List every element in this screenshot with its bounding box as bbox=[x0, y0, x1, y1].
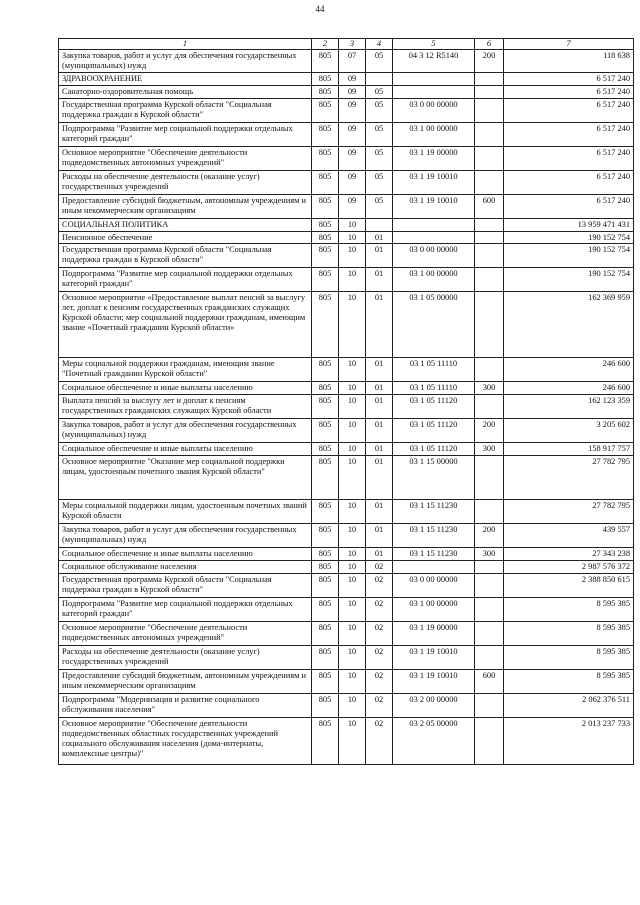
row-sum-cell: 6 517 240 bbox=[504, 85, 634, 98]
row-name-cell: Меры социальной поддержки лицам, удостоенным почетных званий Курской области bbox=[59, 500, 312, 524]
row-pr-cell: 02 bbox=[366, 574, 393, 598]
row-csr-cell bbox=[393, 561, 475, 574]
row-sum-cell: 6 517 240 bbox=[504, 122, 634, 146]
row-sum-cell: 8 595 385 bbox=[504, 622, 634, 646]
row-name-cell: Социальное обеспечение и иные выплаты населению bbox=[59, 443, 312, 456]
row-sum-cell: 3 205 602 bbox=[504, 419, 634, 443]
row-csr-cell: 03 1 00 00000 bbox=[393, 598, 475, 622]
row-sum-cell: 118 638 bbox=[504, 50, 634, 73]
row-vr-cell bbox=[475, 122, 504, 146]
table-row bbox=[59, 443, 634, 456]
row-pr-cell: 05 bbox=[366, 170, 393, 194]
row-vr-cell bbox=[475, 574, 504, 598]
row-sum-cell: 27 343 238 bbox=[504, 548, 634, 561]
row-vr-cell bbox=[475, 456, 504, 500]
row-name-cell: Закупка товаров, работ и услуг для обеспечения государственных (муниципальных) нужд bbox=[59, 524, 312, 548]
row-vr-cell bbox=[475, 244, 504, 268]
row-name-cell: СОЦИАЛЬНАЯ ПОЛИТИКА bbox=[59, 218, 312, 231]
row-vr-cell: 200 bbox=[475, 419, 504, 443]
row-pr-cell: 02 bbox=[366, 718, 393, 765]
row-sum-cell: 162 123 359 bbox=[504, 395, 634, 419]
row-name-cell: Выплата пенсий за выслугу лет и доплат к пенсиям государственных гражданских служащих Курской области bbox=[59, 395, 312, 419]
table-row bbox=[59, 146, 634, 170]
row-gr-cell: 805 bbox=[312, 598, 339, 622]
row-csr-cell bbox=[393, 218, 475, 231]
row-vr-cell bbox=[475, 98, 504, 122]
row-rz-cell: 10 bbox=[339, 382, 366, 395]
row-name-cell: Пенсионное обеспечение bbox=[59, 231, 312, 244]
row-rz-cell: 10 bbox=[339, 443, 366, 456]
row-csr-cell bbox=[393, 231, 475, 244]
row-gr-cell: 805 bbox=[312, 670, 339, 694]
row-csr-cell: 03 1 19 00000 bbox=[393, 146, 475, 170]
row-gr-cell: 805 bbox=[312, 231, 339, 244]
row-gr-cell: 805 bbox=[312, 443, 339, 456]
row-sum-cell: 13 959 471 431 bbox=[504, 218, 634, 231]
row-gr-cell: 805 bbox=[312, 218, 339, 231]
row-sum-cell: 8 595 385 bbox=[504, 598, 634, 622]
row-csr-cell: 03 2 00 00000 bbox=[393, 694, 475, 718]
row-csr-cell bbox=[393, 72, 475, 85]
row-rz-cell: 10 bbox=[339, 419, 366, 443]
row-pr-cell: 01 bbox=[366, 500, 393, 524]
table-row bbox=[59, 231, 634, 244]
row-rz-cell: 10 bbox=[339, 646, 366, 670]
row-rz-cell: 09 bbox=[339, 194, 366, 218]
row-csr-cell: 03 0 00 00000 bbox=[393, 98, 475, 122]
row-vr-cell bbox=[475, 231, 504, 244]
row-sum-cell: 6 517 240 bbox=[504, 98, 634, 122]
col-header-pr: 4 bbox=[366, 39, 393, 50]
row-csr-cell: 03 0 00 00000 bbox=[393, 574, 475, 598]
row-rz-cell: 10 bbox=[339, 244, 366, 268]
col-header-sum: 7 bbox=[504, 39, 634, 50]
table-row bbox=[59, 598, 634, 622]
row-sum-cell: 6 517 240 bbox=[504, 72, 634, 85]
row-rz-cell: 10 bbox=[339, 598, 366, 622]
row-gr-cell: 805 bbox=[312, 72, 339, 85]
row-rz-cell: 10 bbox=[339, 500, 366, 524]
row-rz-cell: 10 bbox=[339, 622, 366, 646]
table-row bbox=[59, 718, 634, 765]
table-row bbox=[59, 292, 634, 358]
row-pr-cell: 01 bbox=[366, 443, 393, 456]
table-row bbox=[59, 382, 634, 395]
row-vr-cell bbox=[475, 561, 504, 574]
row-pr-cell: 01 bbox=[366, 268, 393, 292]
row-gr-cell: 805 bbox=[312, 419, 339, 443]
row-sum-cell: 2 013 237 733 bbox=[504, 718, 634, 765]
row-csr-cell: 03 1 19 10010 bbox=[393, 670, 475, 694]
row-gr-cell: 805 bbox=[312, 456, 339, 500]
col-header-vr: 6 bbox=[475, 39, 504, 50]
table-row bbox=[59, 85, 634, 98]
row-gr-cell: 805 bbox=[312, 85, 339, 98]
table-row bbox=[59, 98, 634, 122]
row-name-cell: ЗДРАВООХРАНЕНИЕ bbox=[59, 72, 312, 85]
row-name-cell: Государственная программа Курской области "Социальная поддержка граждан в Курской области" bbox=[59, 574, 312, 598]
row-name-cell: Закупка товаров, работ и услуг для обеспечения государственных (муниципальных) нужд bbox=[59, 419, 312, 443]
row-vr-cell bbox=[475, 268, 504, 292]
row-name-cell: Расходы на обеспечение деятельности (оказание услуг) государственных учреждений bbox=[59, 170, 312, 194]
row-csr-cell: 03 1 00 00000 bbox=[393, 122, 475, 146]
row-name-cell: Меры социальной поддержки гражданам, имеющим звание "Почетный гражданин Курской области" bbox=[59, 358, 312, 382]
row-gr-cell: 805 bbox=[312, 50, 339, 73]
row-pr-cell: 01 bbox=[366, 231, 393, 244]
row-sum-cell: 190 152 754 bbox=[504, 268, 634, 292]
row-rz-cell: 10 bbox=[339, 524, 366, 548]
row-rz-cell: 09 bbox=[339, 146, 366, 170]
col-header-gr: 2 bbox=[312, 39, 339, 50]
row-gr-cell: 805 bbox=[312, 395, 339, 419]
row-sum-cell: 2 062 376 511 bbox=[504, 694, 634, 718]
row-csr-cell: 04 3 12 R5140 bbox=[393, 50, 475, 73]
table-row bbox=[59, 456, 634, 500]
row-name-cell: Закупка товаров, работ и услуг для обеспечения государственных (муниципальных) нужд bbox=[59, 50, 312, 73]
row-name-cell: Предоставление субсидий бюджетным, автономным учреждениям и иным некоммерческим организациям bbox=[59, 194, 312, 218]
row-rz-cell: 09 bbox=[339, 170, 366, 194]
row-pr-cell: 01 bbox=[366, 456, 393, 500]
row-csr-cell: 03 1 05 11120 bbox=[393, 395, 475, 419]
row-csr-cell: 03 1 05 11110 bbox=[393, 358, 475, 382]
row-gr-cell: 805 bbox=[312, 718, 339, 765]
row-pr-cell: 05 bbox=[366, 85, 393, 98]
row-pr-cell: 05 bbox=[366, 194, 393, 218]
row-vr-cell bbox=[475, 358, 504, 382]
row-rz-cell: 09 bbox=[339, 72, 366, 85]
row-gr-cell: 805 bbox=[312, 694, 339, 718]
row-pr-cell: 02 bbox=[366, 646, 393, 670]
table-row bbox=[59, 670, 634, 694]
row-pr-cell: 02 bbox=[366, 694, 393, 718]
row-vr-cell: 300 bbox=[475, 443, 504, 456]
row-rz-cell: 10 bbox=[339, 561, 366, 574]
row-csr-cell: 03 1 00 00000 bbox=[393, 268, 475, 292]
row-vr-cell bbox=[475, 292, 504, 358]
row-rz-cell: 10 bbox=[339, 456, 366, 500]
row-gr-cell: 805 bbox=[312, 146, 339, 170]
row-pr-cell: 02 bbox=[366, 561, 393, 574]
row-csr-cell: 03 1 15 11230 bbox=[393, 500, 475, 524]
row-pr-cell: 02 bbox=[366, 598, 393, 622]
row-csr-cell: 03 1 19 10010 bbox=[393, 646, 475, 670]
table-row bbox=[59, 194, 634, 218]
row-name-cell: Санаторно-оздоровительная помощь bbox=[59, 85, 312, 98]
row-rz-cell: 07 bbox=[339, 50, 366, 73]
page-number: 44 bbox=[315, 4, 325, 14]
row-gr-cell: 805 bbox=[312, 358, 339, 382]
row-vr-cell bbox=[475, 395, 504, 419]
row-csr-cell: 03 1 05 00000 bbox=[393, 292, 475, 358]
row-pr-cell: 05 bbox=[366, 98, 393, 122]
row-rz-cell: 09 bbox=[339, 98, 366, 122]
row-csr-cell: 03 1 05 11120 bbox=[393, 443, 475, 456]
row-gr-cell: 805 bbox=[312, 646, 339, 670]
row-gr-cell: 805 bbox=[312, 268, 339, 292]
row-csr-cell: 03 1 15 00000 bbox=[393, 456, 475, 500]
row-pr-cell: 01 bbox=[366, 244, 393, 268]
row-sum-cell: 2 388 850 615 bbox=[504, 574, 634, 598]
row-gr-cell: 805 bbox=[312, 561, 339, 574]
row-name-cell: Социальное обеспечение и иные выплаты населению bbox=[59, 548, 312, 561]
row-vr-cell bbox=[475, 146, 504, 170]
row-sum-cell: 6 517 240 bbox=[504, 146, 634, 170]
row-sum-cell: 27 782 795 bbox=[504, 500, 634, 524]
row-sum-cell: 6 517 240 bbox=[504, 170, 634, 194]
row-csr-cell: 03 0 00 00000 bbox=[393, 244, 475, 268]
row-name-cell: Социальное обеспечение и иные выплаты населению bbox=[59, 382, 312, 395]
row-gr-cell: 805 bbox=[312, 170, 339, 194]
row-csr-cell: 03 1 15 11230 bbox=[393, 524, 475, 548]
row-vr-cell: 300 bbox=[475, 382, 504, 395]
row-pr-cell: 02 bbox=[366, 622, 393, 646]
table-row bbox=[59, 622, 634, 646]
row-sum-cell: 6 517 240 bbox=[504, 194, 634, 218]
row-csr-cell bbox=[393, 85, 475, 98]
row-name-cell: Подпрограмма "Развитие мер социальной поддержки отдельных категорий граждан" bbox=[59, 598, 312, 622]
col-header-name: 1 bbox=[59, 39, 312, 50]
row-rz-cell: 10 bbox=[339, 395, 366, 419]
row-name-cell: Социальное обслуживание населения bbox=[59, 561, 312, 574]
row-sum-cell: 162 369 959 bbox=[504, 292, 634, 358]
row-vr-cell bbox=[475, 218, 504, 231]
table-row bbox=[59, 72, 634, 85]
row-sum-cell: 27 782 795 bbox=[504, 456, 634, 500]
table-row bbox=[59, 500, 634, 524]
table-row bbox=[59, 218, 634, 231]
row-vr-cell bbox=[475, 72, 504, 85]
table-row bbox=[59, 358, 634, 382]
table-row bbox=[59, 244, 634, 268]
row-sum-cell: 246 600 bbox=[504, 358, 634, 382]
row-sum-cell: 8 595 385 bbox=[504, 646, 634, 670]
row-name-cell: Основное мероприятие "Обеспечение деятельности подведомственных автономных учреждений" bbox=[59, 622, 312, 646]
row-gr-cell: 805 bbox=[312, 244, 339, 268]
table-row bbox=[59, 646, 634, 670]
row-rz-cell: 09 bbox=[339, 85, 366, 98]
row-rz-cell: 10 bbox=[339, 218, 366, 231]
row-rz-cell: 10 bbox=[339, 574, 366, 598]
table-row bbox=[59, 170, 634, 194]
table-row bbox=[59, 419, 634, 443]
table-header-row bbox=[59, 39, 634, 50]
row-vr-cell bbox=[475, 170, 504, 194]
row-pr-cell: 01 bbox=[366, 358, 393, 382]
row-gr-cell: 805 bbox=[312, 622, 339, 646]
row-vr-cell bbox=[475, 598, 504, 622]
row-rz-cell: 10 bbox=[339, 718, 366, 765]
table-row bbox=[59, 122, 634, 146]
row-gr-cell: 805 bbox=[312, 292, 339, 358]
table-row bbox=[59, 694, 634, 718]
row-gr-cell: 805 bbox=[312, 524, 339, 548]
row-pr-cell: 01 bbox=[366, 292, 393, 358]
row-vr-cell bbox=[475, 500, 504, 524]
row-csr-cell: 03 1 05 11110 bbox=[393, 382, 475, 395]
row-vr-cell: 600 bbox=[475, 670, 504, 694]
row-name-cell: Основное мероприятие "Обеспечение деятельности подведомственных автономных учреждений" bbox=[59, 146, 312, 170]
row-gr-cell: 805 bbox=[312, 574, 339, 598]
row-pr-cell: 01 bbox=[366, 419, 393, 443]
row-sum-cell: 2 987 576 372 bbox=[504, 561, 634, 574]
row-csr-cell: 03 1 05 11120 bbox=[393, 419, 475, 443]
budget-table bbox=[58, 38, 634, 765]
table-row bbox=[59, 50, 634, 73]
row-gr-cell: 805 bbox=[312, 122, 339, 146]
row-pr-cell: 02 bbox=[366, 670, 393, 694]
table-row bbox=[59, 574, 634, 598]
row-rz-cell: 10 bbox=[339, 548, 366, 561]
row-sum-cell: 246 600 bbox=[504, 382, 634, 395]
row-gr-cell: 805 bbox=[312, 382, 339, 395]
row-sum-cell: 158 917 757 bbox=[504, 443, 634, 456]
row-name-cell: Подпрограмма "Развитие мер социальной поддержки отдельных категорий граждан" bbox=[59, 122, 312, 146]
row-csr-cell: 03 1 19 10010 bbox=[393, 194, 475, 218]
row-pr-cell: 05 bbox=[366, 50, 393, 73]
row-vr-cell bbox=[475, 85, 504, 98]
row-csr-cell: 03 2 05 00000 bbox=[393, 718, 475, 765]
row-pr-cell: 01 bbox=[366, 524, 393, 548]
row-name-cell: Расходы на обеспечение деятельности (оказание услуг) государственных учреждений bbox=[59, 646, 312, 670]
col-header-rz: 3 bbox=[339, 39, 366, 50]
row-name-cell: Подпрограмма "Развитие мер социальной поддержки отдельных категорий граждан" bbox=[59, 268, 312, 292]
row-sum-cell: 190 152 754 bbox=[504, 244, 634, 268]
row-csr-cell: 03 1 19 00000 bbox=[393, 622, 475, 646]
row-name-cell: Подпрограмма "Модернизация и развитие социального обслуживания населения" bbox=[59, 694, 312, 718]
row-pr-cell: 01 bbox=[366, 382, 393, 395]
table-row bbox=[59, 524, 634, 548]
row-gr-cell: 805 bbox=[312, 194, 339, 218]
table-row bbox=[59, 268, 634, 292]
row-pr-cell bbox=[366, 218, 393, 231]
row-rz-cell: 10 bbox=[339, 694, 366, 718]
col-header-csr: 5 bbox=[393, 39, 475, 50]
row-sum-cell: 8 595 385 bbox=[504, 670, 634, 694]
row-vr-cell bbox=[475, 622, 504, 646]
row-name-cell: Основное мероприятие "Обеспечение деятельности подведомственных областных государственных учреждений социального обслуживания населения (дома-интернаты, комплексные центры)" bbox=[59, 718, 312, 765]
row-vr-cell bbox=[475, 646, 504, 670]
row-rz-cell: 10 bbox=[339, 231, 366, 244]
row-gr-cell: 805 bbox=[312, 98, 339, 122]
row-rz-cell: 10 bbox=[339, 268, 366, 292]
table-row bbox=[59, 561, 634, 574]
row-name-cell: Основное мероприятие "Оказание мер социальной поддержки лицам, удостоенным почетного звания Курской области" bbox=[59, 456, 312, 500]
row-rz-cell: 10 bbox=[339, 358, 366, 382]
row-pr-cell: 05 bbox=[366, 146, 393, 170]
row-name-cell: Государственная программа Курской области "Социальная поддержка граждан в Курской области" bbox=[59, 244, 312, 268]
row-vr-cell: 200 bbox=[475, 524, 504, 548]
table-row bbox=[59, 395, 634, 419]
row-name-cell: Основное мероприятие «Предоставление выплат пенсий за выслугу лет, доплат к пенсиям государственных гражданских служащих Курской области; мер социальной поддержки гражданам, имеющим звание «Почетный гражданин Курской области» bbox=[59, 292, 312, 358]
row-rz-cell: 10 bbox=[339, 292, 366, 358]
row-sum-cell: 190 152 754 bbox=[504, 231, 634, 244]
row-pr-cell: 01 bbox=[366, 548, 393, 561]
table-row bbox=[59, 548, 634, 561]
row-pr-cell: 05 bbox=[366, 122, 393, 146]
row-gr-cell: 805 bbox=[312, 548, 339, 561]
row-name-cell: Государственная программа Курской области "Социальная поддержка граждан в Курской области" bbox=[59, 98, 312, 122]
row-vr-cell bbox=[475, 718, 504, 765]
row-pr-cell bbox=[366, 72, 393, 85]
row-sum-cell: 439 557 bbox=[504, 524, 634, 548]
row-name-cell: Предоставление субсидий бюджетным, автономным учреждениям и иным некоммерческим организациям bbox=[59, 670, 312, 694]
row-vr-cell: 300 bbox=[475, 548, 504, 561]
row-gr-cell: 805 bbox=[312, 500, 339, 524]
row-pr-cell: 01 bbox=[366, 395, 393, 419]
row-vr-cell: 600 bbox=[475, 194, 504, 218]
row-rz-cell: 09 bbox=[339, 122, 366, 146]
row-vr-cell bbox=[475, 694, 504, 718]
row-vr-cell: 200 bbox=[475, 50, 504, 73]
row-csr-cell: 03 1 15 11230 bbox=[393, 548, 475, 561]
row-csr-cell: 03 1 19 10010 bbox=[393, 170, 475, 194]
row-rz-cell: 10 bbox=[339, 670, 366, 694]
